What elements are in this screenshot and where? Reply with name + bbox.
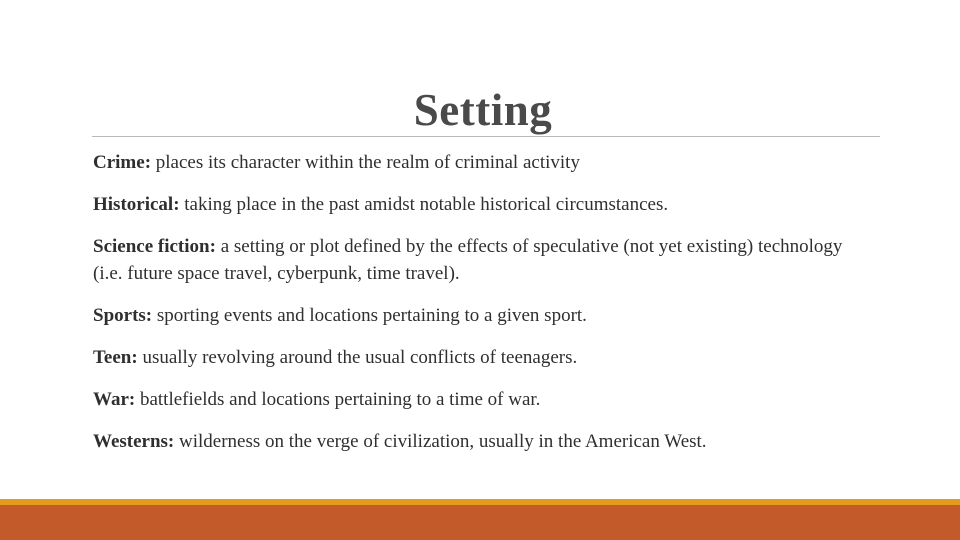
list-item-historical (93, 191, 873, 218)
term-description: a setting or plot defined by the effects of speculative (not yet existing) technology (i.e. future space travel, cyberpunk, time travel). (93, 236, 843, 284)
term-label: Crime: (93, 152, 152, 173)
term-description: sporting events and locations pertaining to a given sport. (152, 305, 587, 326)
slide-title: Setting (413, 85, 553, 135)
term-label: Historical: (93, 194, 180, 215)
term-description: taking place in the past amidst notable historical circumstances. (179, 194, 669, 215)
list-item-westerns (93, 428, 873, 455)
list-item-science-fiction (93, 233, 873, 287)
term-label: Sports: (93, 305, 153, 326)
list-item-teen (93, 344, 873, 371)
term-description: places its character within the realm of criminal activity (151, 152, 580, 173)
term-description: usually revolving around the usual conflicts of teenagers. (137, 347, 578, 368)
term-label: Science fiction: (93, 236, 216, 257)
list-item-crime (93, 149, 873, 176)
term-label: Westerns: (93, 431, 175, 452)
list-item-war (93, 386, 873, 413)
term-label: Teen: (93, 347, 138, 368)
term-label: War: (93, 389, 136, 410)
title-divider (92, 136, 880, 137)
list-item-sports (93, 302, 873, 329)
setting-list (93, 149, 873, 470)
term-description: wilderness on the verge of civilization, usually in the American West. (174, 431, 707, 452)
term-description: battlefields and locations pertaining to a time of war. (135, 389, 541, 410)
footer-bar (0, 505, 960, 540)
